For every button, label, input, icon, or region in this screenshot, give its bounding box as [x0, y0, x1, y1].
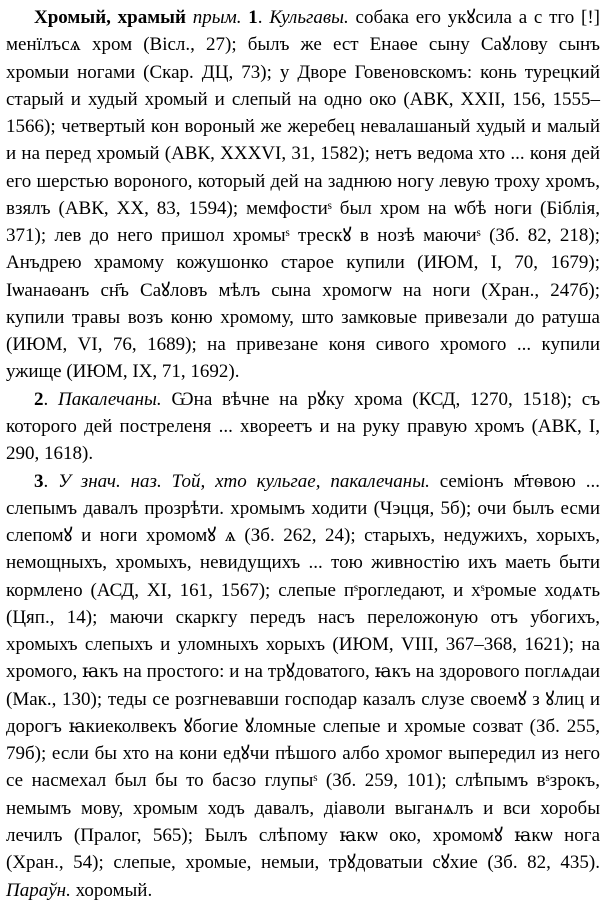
sense-1-number: 1 — [248, 7, 258, 28]
sense-3-number: 3 — [34, 470, 44, 492]
sense-3-citations: семіонъ м҃тѳвою ... слепымъ давалъ прозрѣти. хромымъ ходити (Чэцця, 5б); очи былъ есми слепомꙋ и ноги хромомꙋ ѧ (Зб. 262, 24); старыхъ, недужихъ, хорыхъ, немощныхъ, хромыхъ, невидущихъ ... тою живностію ихъ маеть быти кормлено (АСД, XI, 161, 1567); слепые пˢрогледают, и хˢромые ходѧть (Цяп., 14); маючи скаркгу передъ насъ переложоную отъ убогихъ, хромыхъ слепыхъ и уломныхъ хорыхъ (ИЮМ, VIII, 367–368, 1621); на хромого, ꙗкъ на простого: и на трꙋдоватого, ꙗкъ на здорового поглѧдаи (Мак., 130); теды се розгневавши господар казалъ слузе своемꙋ з ꙋлиц и дорогъ ꙗкиеколвекъ ꙋбогие ꙋломные слепые и хромые созват (Зб. 255, 79б); если бы хто на кони едꙋчи пѣшого албо хромог выпередил из него се насмехал был бы то басзо глупыˢ (Зб. 259, 101); слѣпымъ вˢзрокъ, немымъ мову, хромым ходъ давалъ, діаволи выганѧлъ и вси хоробы лечилъ (Пралог, 565); Былъ слѣпому ꙗкѡ око, хромомꙋ ꙗкѡ нога (Хран., 54); слепые, хромые, немыи, трꙋдоватыи сꙋхие (Зб. 82, 435). — [6, 470, 600, 874]
sense-2-paragraph: 2. Пакалечаны. Ѡна вѣчне на рꙋку хрома (КСД, 1270, 1518); съ которого дей постреленя ... хвореетъ и на руку правую хромъ (АВК, I, 290, 1618). — [6, 388, 601, 465]
sense-1-gloss: Кульгавы. — [269, 7, 349, 28]
sense-2-gloss: Пакалечаны. — [57, 388, 162, 410]
sense-1-citations: собака его укꙋсила а с тго [!] менїлъсѧ хром (Вісл., 27); былъ же ест Енаѳе сыну Саꙋлову сынъ хромыи ногами (Скар. ДЦ, 73); у Дворе Говеновскомъ: конь турецкий старый и худый хромый и слепый на одно око (АВК, XXII, 156, 1555–1566); четвертый кон вороный же жеребец невалашаный худый и малый и на перед хромый (АВК, XXXVI, 31, 1582); нетъ ведома хто ... коня дей его шерстью вороного, который дей на заднюю ногу левую троху хромъ, взялъ (АВК, XX, 83, 1594); мемфостиˢ был хром на ѡбѣ ноги (Біблія, 371); лев до него пришол хромыˢ трескꙋ в нозѣ маючиˢ (Зб. 82, 218); Анъдрею храмому кожушонко старое купили (ИЮМ, I, 70, 1679); Iѡанаѳанъ сн҃ъ Саꙋловъ мѣлъ сына хромогѡ на ноги (Хран., 247б); купили травы возъ коню хромому, што замковые привезали до ратуша (ИЮМ, VI, 76, 1689); на привезане коня сивого хромого ... купили ужище (ИЮМ, IX, 71, 1692). — [6, 7, 601, 383]
sense-2-number: 2 — [34, 388, 44, 410]
compare-word: хоромый. — [75, 879, 153, 901]
sense-3-paragraph: 3. У знач. наз. Той, хто кульгае, пакалечаны. семіонъ м҃тѳвою ... слепымъ давалъ прозрѣти. хромымъ ходити (Чэцця, 5б); очи былъ есми слепомꙋ и ноги хромомꙋ ѧ (Зб. 262, 24); старыхъ, недужихъ, хорыхъ, немощныхъ, хромыхъ, невидущихъ ... тою живностію ихъ маеть быти кормлено (АСД, XI, 161, 1567); слепые пˢрогледают, и хˢромые ходѧть (Цяп., 14); маючи скаркгу передъ насъ переложоную отъ убогихъ, хромыхъ слепыхъ и уломныхъ хорыхъ (ИЮМ, VIII, 367–368, 1621); на хромого, ꙗкъ на простого: и на трꙋдоватого, ꙗкъ на здорового поглѧдаи (Мак., 130); теды се розгневавши господар казалъ слузе своемꙋ з ꙋлиц и дорогъ ꙗкиеколвекъ ꙋбогие ꙋломные слепые и хромые созват (Зб. 255, 79б); если бы хто на кони едꙋчи пѣшого албо хромог выпередил из него се насмехал был бы то басзо глупыˢ (Зб. 259, 101); слѣпымъ вˢзрокъ, немымъ мову, хромым ходъ давалъ, діаволи выганѧлъ и вси хоробы лечилъ (Пралог, 565); Былъ слѣпому ꙗкѡ око, хромомꙋ ꙗкѡ нога (Хран., 54); слепые, хромые, немыи, трꙋдоватыи сꙋхие (Зб. 82, 435). Параўн. хоромый. — [6, 470, 600, 901]
compare-label: Параўн. — [6, 879, 71, 901]
sense-2-citations: Ѡна вѣчне на рꙋку хрома (КСД, 1270, 1518); съ которого дей постреленя ... хвореетъ и на руку правую хромъ (АВК, I, 290, 1618). — [6, 388, 601, 465]
part-of-speech: прым. — [192, 7, 242, 28]
headword: Хромый, храмый — [34, 7, 186, 28]
sense-1-paragraph: Хромый, храмый прым. 1. Кульгавы. собака его укꙋсила а с тго [!] менїлъсѧ хром (Вісл., 27); былъ же ест Енаѳе сыну Саꙋлову сынъ хромыи ногами (Скар. ДЦ, 73); у Дворе Говеновскомъ: конь турецкий старый и худый хромый и слепый на одно око (АВК, XXII, 156, 1555–1566); четвертый кон вороный же жеребец невалашаный худый и малый и на перед хромый (АВК, XXXVI, 31, 1582); нетъ ведома хто ... коня дей его шерстью вороного, который дей на заднюю ногу левую троху хромъ, взялъ (АВК, XX, 83, 1594); мемфостиˢ был хром на ѡбѣ ноги (Біблія, 371); лев до него пришол хромыˢ трескꙋ в нозѣ маючиˢ (Зб. 82, 218); Анъдрею храмому кожушонко старое купили (ИЮМ, I, 70, 1679); Iѡанаѳанъ сн҃ъ Саꙋловъ мѣлъ сына хромогѡ на ноги (Хран., 247б); купили травы возъ коню хромому, што замковые привезали до ратуша (ИЮМ, VI, 76, 1689); на привезане коня сивого хромого ... купили ужище (ИЮМ, IX, 71, 1692). — [6, 7, 601, 383]
sense-3-gloss: У знач. наз. Той, хто кульгае, пакалечаны. — [58, 470, 430, 492]
